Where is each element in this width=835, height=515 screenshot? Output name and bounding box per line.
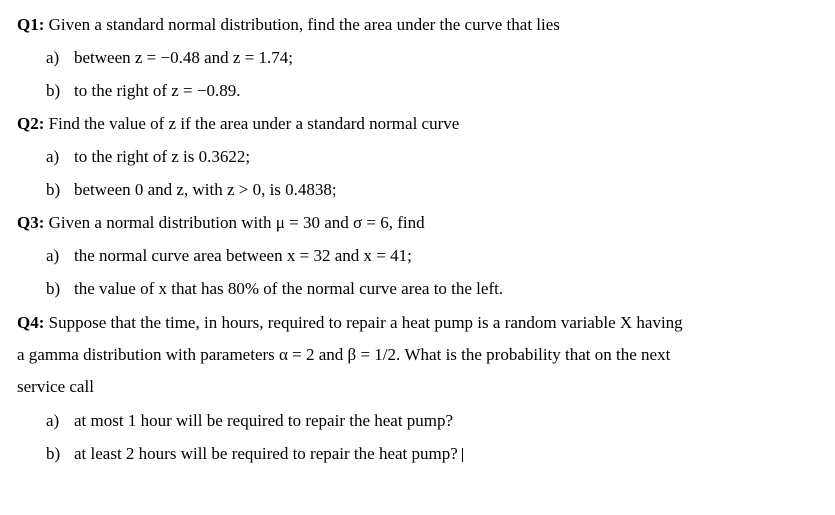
q2-number: Q2: xyxy=(17,114,45,133)
q3-number: Q3: xyxy=(17,213,45,232)
q1-part-a xyxy=(46,48,293,68)
q1-number: Q1: xyxy=(17,15,45,34)
q2-part-b-text: between 0 and z, with z > 0, is 0.4838; xyxy=(74,180,337,199)
text-cursor xyxy=(462,448,463,462)
q4-prompt xyxy=(17,313,683,333)
q4-number: Q4: xyxy=(17,313,45,332)
q1-part-b-text: to the right of z = −0.89. xyxy=(74,81,241,100)
q1-part-a-text: between z = −0.48 and z = 1.74; xyxy=(74,48,294,67)
q4-text-line-3: service call xyxy=(17,377,94,396)
q3-part-a-label: a) xyxy=(46,246,60,265)
q3-part-a xyxy=(46,246,412,266)
q3-part-b-label: b) xyxy=(46,279,61,298)
q4-text-line-2: a gamma distribution with parameters α = 2 and β = 1/2. What is the probability that on the next xyxy=(17,345,671,364)
q2-part-b-label: b) xyxy=(46,180,61,199)
q1-prompt xyxy=(17,15,560,35)
q3-prompt xyxy=(17,213,425,233)
q3-text: Given a normal distribution with μ = 30 and σ = 6, find xyxy=(48,213,425,232)
q4-part-a-text: at most 1 hour will be required to repair the heat pump? xyxy=(74,411,454,430)
q2-part-a xyxy=(46,147,250,167)
q4-part-b-label: b) xyxy=(46,444,61,463)
q3-part-b xyxy=(46,279,503,299)
q1-text: Given a standard normal distribution, find the area under the curve that lies xyxy=(48,15,560,34)
q3-part-a-text: the normal curve area between x = 32 and x = 41; xyxy=(74,246,412,265)
q2-part-a-label: a) xyxy=(46,147,60,166)
q2-part-a-text: to the right of z is 0.3622; xyxy=(74,147,251,166)
q3-part-b-text: the value of x that has 80% of the normal curve area to the left. xyxy=(74,279,504,298)
q4-part-a-label: a) xyxy=(46,411,60,430)
q2-text: Find the value of z if the area under a standard normal curve xyxy=(48,114,460,133)
q1-part-b xyxy=(46,81,240,101)
q4-text-line-1: Suppose that the time, in hours, required to repair a heat pump is a random variable X having xyxy=(48,313,683,332)
q4-part-b xyxy=(46,444,463,464)
q4-part-a xyxy=(46,411,453,431)
q4-part-b-text: at least 2 hours will be required to repair the heat pump? xyxy=(74,444,458,463)
q1-part-a-label: a) xyxy=(46,48,60,67)
q1-part-b-label: b) xyxy=(46,81,61,100)
q2-prompt xyxy=(17,114,459,134)
q2-part-b xyxy=(46,180,337,200)
